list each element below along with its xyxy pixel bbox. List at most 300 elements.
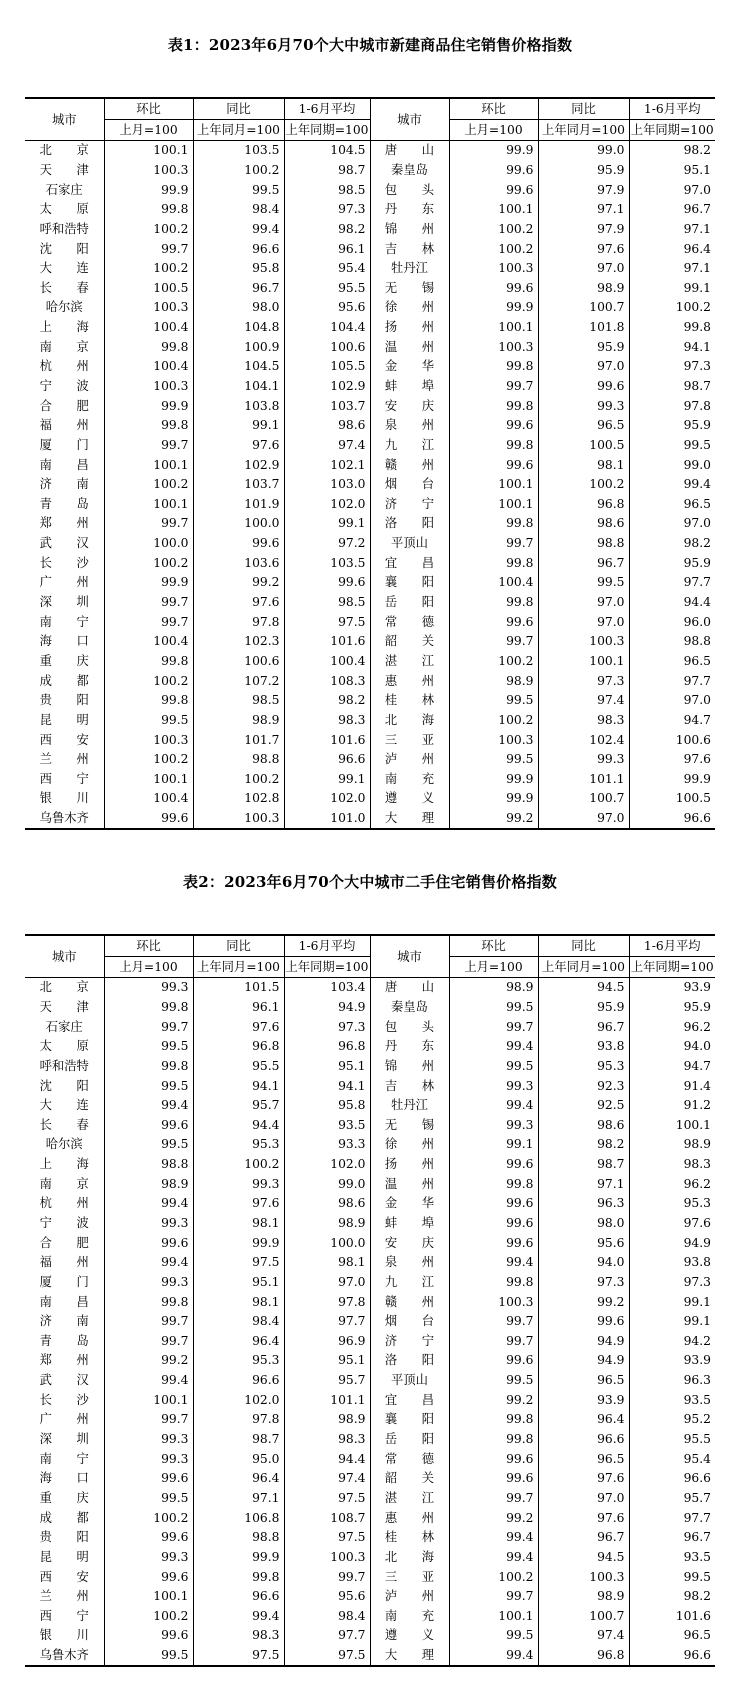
city-name-cell: 扬 州 [370,1155,449,1175]
avg-value-cell: 100.4 [284,652,370,672]
city-name-cell: 呼和浩特 [39,1058,89,1073]
mom-value-cell: 99.7 [449,534,538,554]
mom-value-cell: 100.2 [104,475,193,495]
yoy-value-cell: 93.8 [538,1037,629,1057]
city-name-cell: 九 江 [370,436,449,456]
mom-value-cell: 99.2 [449,1508,538,1528]
city-name-cell: 烟 台 [370,475,449,495]
mom-value-cell: 99.4 [104,1194,193,1214]
yoy-value-cell: 100.2 [193,161,284,181]
avg-value-cell: 97.5 [284,1528,370,1548]
avg-value-cell: 94.0 [629,1037,715,1057]
yoy-value-cell: 97.1 [193,1489,284,1509]
avg-value-cell: 93.3 [284,1135,370,1155]
avg-value-cell: 97.6 [629,750,715,770]
city-name-cell: 长 沙 [39,1392,89,1407]
avg-value-cell: 95.7 [284,1371,370,1391]
yoy-value-cell: 95.3 [538,1057,629,1077]
yoy-value-cell: 98.0 [538,1214,629,1234]
city-name-cell: 吉 林 [370,1076,449,1096]
city-name-cell: 沈 阳 [39,241,89,256]
avg-value-cell: 102.0 [284,1155,370,1175]
city-name-cell: 常 德 [370,1449,449,1469]
city-name-cell: 宁 波 [39,379,89,393]
table-row [25,1214,715,1234]
mom-value-cell: 100.3 [449,337,538,357]
yoy-value-cell: 97.0 [538,809,629,830]
yoy-value-cell: 98.3 [538,711,629,731]
avg-value-cell: 98.1 [284,1253,370,1273]
yoy-value-cell: 97.4 [538,1626,629,1646]
city-name-cell: 平顶山 [370,1371,449,1391]
mom-value-cell: 99.8 [449,593,538,613]
table-row [25,1037,715,1057]
avg-value-cell: 96.8 [284,1037,370,1057]
city-name-cell: 福 州 [39,418,89,433]
table-row [25,475,715,495]
city-name-cell: 泸 州 [370,750,449,770]
mom-value-cell: 99.8 [449,357,538,377]
avg-base-header: 上年同期=100 [629,957,715,978]
table-row [25,632,715,652]
yoy-value-cell: 98.6 [538,514,629,534]
avg-value-cell: 97.7 [284,1312,370,1332]
yoy-value-cell: 97.0 [538,357,629,377]
avg-value-cell: 96.4 [629,239,715,259]
avg-value-cell: 97.4 [284,1469,370,1489]
table-row [25,1607,715,1627]
avg-value-cell: 96.7 [629,200,715,220]
city-name-cell: 丹 东 [370,200,449,220]
city-name-cell: 宜 昌 [370,1390,449,1410]
avg-value-cell: 98.9 [284,1214,370,1234]
yoy-value-cell: 99.6 [193,534,284,554]
mom-value-cell: 100.0 [104,534,193,554]
yoy-value-cell: 93.9 [538,1390,629,1410]
city-name-cell: 长 春 [39,280,89,295]
city-name-cell: 包 头 [370,180,449,200]
yoy-column-header: 同比 [538,98,629,120]
table-row [25,1449,715,1469]
yoy-value-cell: 99.3 [193,1174,284,1194]
city-name-cell: 武 汉 [39,536,89,551]
avg-value-cell: 100.1 [629,1115,715,1135]
avg-value-cell: 95.5 [629,1430,715,1450]
mom-value-cell: 100.4 [449,573,538,593]
yoy-value-cell: 107.2 [193,671,284,691]
yoy-value-cell: 96.7 [538,553,629,573]
avg-value-cell: 98.4 [284,1607,370,1627]
city-name-cell: 牡丹江 [370,259,449,279]
mom-value-cell: 99.8 [449,1273,538,1293]
city-name-cell: 赣 州 [370,455,449,475]
city-name-cell: 南 京 [39,1176,89,1191]
mom-base-header: 上月=100 [449,957,538,978]
avg-value-cell: 101.6 [284,632,370,652]
city-name-cell: 徐 州 [370,1135,449,1155]
header-row [25,98,715,120]
city-name-cell: 厦 门 [39,1274,89,1289]
avg-value-cell: 96.6 [629,1469,715,1489]
yoy-value-cell: 97.1 [538,1174,629,1194]
city-name-cell: 蚌 埠 [370,377,449,397]
mom-value-cell: 99.5 [449,1371,538,1391]
yoy-value-cell: 95.9 [538,998,629,1018]
avg-value-cell: 99.1 [284,514,370,534]
city-name-cell: 大 理 [370,809,449,830]
city-name-cell: 唐 山 [370,978,449,998]
avg-value-cell: 96.1 [284,239,370,259]
avg-value-cell: 95.1 [284,1351,370,1371]
yoy-value-cell: 98.7 [193,1430,284,1450]
avg-value-cell: 94.1 [284,1076,370,1096]
yoy-value-cell: 100.2 [193,1155,284,1175]
avg-value-cell: 103.4 [284,978,370,998]
city-name-cell: 西 安 [39,1569,89,1584]
yoy-value-cell: 97.6 [193,593,284,613]
mom-value-cell: 99.7 [104,612,193,632]
mom-column-header: 环比 [104,935,193,957]
city-name-cell: 惠 州 [370,671,449,691]
table-row [25,318,715,338]
mom-value-cell: 99.6 [104,1469,193,1489]
yoy-value-cell: 96.4 [193,1332,284,1352]
table-row [25,1567,715,1587]
table-row [25,1194,715,1214]
city-name-cell: 泸 州 [370,1587,449,1607]
yoy-value-cell: 98.5 [193,691,284,711]
city-name-cell: 大 理 [370,1646,449,1667]
avg-value-cell: 99.1 [284,770,370,790]
table-row [25,1587,715,1607]
mom-value-cell: 99.8 [449,1174,538,1194]
mom-value-cell: 99.1 [449,1135,538,1155]
table-row [25,495,715,515]
avg-value-cell: 94.7 [629,711,715,731]
table-row [25,1017,715,1037]
avg-value-cell: 94.4 [284,1449,370,1469]
mom-value-cell: 100.1 [104,495,193,515]
yoy-value-cell: 94.5 [538,978,629,998]
city-name-cell: 天 津 [39,162,89,177]
avg-value-cell: 98.5 [284,180,370,200]
mom-value-cell: 99.5 [449,1626,538,1646]
mom-value-cell: 99.8 [104,416,193,436]
mom-value-cell: 100.1 [449,475,538,495]
yoy-value-cell: 96.5 [538,1371,629,1391]
mom-value-cell: 99.7 [449,1332,538,1352]
city-name-cell: 南 充 [370,1607,449,1627]
city-name-cell: 昆 明 [39,1549,89,1564]
table-row [25,750,715,770]
mom-base-header: 上月=100 [104,120,193,141]
yoy-value-cell: 103.5 [193,141,284,161]
city-name-cell: 上 海 [39,1157,89,1172]
avg-value-cell: 96.5 [629,652,715,672]
avg-value-cell: 99.1 [629,278,715,298]
mom-value-cell: 99.3 [104,978,193,998]
yoy-value-cell: 95.9 [538,337,629,357]
city-name-cell: 安 庆 [370,396,449,416]
avg-value-cell: 94.4 [629,593,715,613]
table-row [25,711,715,731]
avg-value-cell: 96.6 [629,1646,715,1667]
mom-value-cell: 99.4 [449,1253,538,1273]
new-housing-price-index-table [25,97,715,830]
table-row [25,730,715,750]
avg-value-cell: 99.1 [629,1292,715,1312]
mom-value-cell: 99.3 [104,1273,193,1293]
avg-value-cell: 95.9 [629,998,715,1018]
yoy-value-cell: 100.2 [193,770,284,790]
avg-value-cell: 105.5 [284,357,370,377]
avg-value-cell: 96.5 [629,1626,715,1646]
avg-value-cell: 91.2 [629,1096,715,1116]
mom-value-cell: 100.5 [104,278,193,298]
avg-value-cell: 98.6 [284,1194,370,1214]
mom-value-cell: 99.5 [104,711,193,731]
mom-value-cell: 99.7 [104,1017,193,1037]
yoy-value-cell: 98.8 [193,1528,284,1548]
mom-value-cell: 99.8 [449,436,538,456]
yoy-value-cell: 97.8 [193,612,284,632]
city-name-cell: 银 川 [39,791,89,806]
mom-base-header: 上月=100 [449,120,538,141]
mom-value-cell: 100.2 [104,220,193,240]
table-row [25,337,715,357]
yoy-base-header: 上年同月=100 [193,957,284,978]
avg-value-cell: 101.6 [284,730,370,750]
city-name-cell: 秦皇岛 [370,161,449,181]
yoy-value-cell: 104.5 [193,357,284,377]
city-name-cell: 常 德 [370,612,449,632]
yoy-value-cell: 99.2 [193,573,284,593]
avg-value-cell: 98.9 [284,1410,370,1430]
yoy-value-cell: 97.5 [193,1253,284,1273]
mom-value-cell: 100.1 [449,495,538,515]
city-name-cell: 兰 州 [39,1589,89,1604]
avg-value-cell: 95.7 [629,1489,715,1509]
city-name-cell: 深 圳 [39,1432,89,1447]
table-row [25,809,715,830]
yoy-value-cell: 98.9 [193,711,284,731]
mom-value-cell: 99.6 [104,1567,193,1587]
avg-value-cell: 99.6 [284,573,370,593]
mom-value-cell: 100.1 [449,200,538,220]
city-name-cell: 合 肥 [39,1235,89,1250]
avg-base-header: 上年同期=100 [629,120,715,141]
city-name-cell: 济 宁 [370,495,449,515]
avg-value-cell: 99.0 [284,1174,370,1194]
city-name-cell: 贵 阳 [39,1530,89,1545]
yoy-value-cell: 97.1 [538,200,629,220]
city-name-cell: 海 口 [39,1471,89,1486]
table-row [25,1626,715,1646]
yoy-value-cell: 96.4 [193,1469,284,1489]
avg-value-cell: 97.0 [629,514,715,534]
table-row [25,1233,715,1253]
city-name-cell: 西 宁 [39,771,89,786]
mom-value-cell: 99.3 [104,1214,193,1234]
yoy-value-cell: 97.6 [538,1508,629,1528]
table-row [25,377,715,397]
avg-value-cell: 93.5 [284,1115,370,1135]
table-row [25,1076,715,1096]
table-row [25,1057,715,1077]
table-row [25,180,715,200]
yoy-value-cell: 99.9 [193,1548,284,1568]
avg-value-cell: 103.7 [284,396,370,416]
avg-value-cell: 95.6 [284,1587,370,1607]
table-row [25,789,715,809]
avg-value-cell: 98.8 [629,632,715,652]
avg-column-header: 1-6月平均 [629,98,715,120]
city-name-cell: 襄 阳 [370,1410,449,1430]
avg-value-cell: 101.0 [284,809,370,830]
mom-value-cell: 100.2 [104,1607,193,1627]
mom-value-cell: 100.1 [104,1390,193,1410]
city-column-header: 城市 [370,98,449,141]
avg-value-cell: 98.9 [629,1135,715,1155]
city-name-cell: 泉 州 [370,1253,449,1273]
mom-value-cell: 99.7 [449,1489,538,1509]
table-row [25,1390,715,1410]
mom-value-cell: 99.3 [104,1430,193,1450]
avg-value-cell: 102.0 [284,495,370,515]
mom-column-header: 环比 [104,98,193,120]
avg-column-header: 1-6月平均 [629,935,715,957]
yoy-value-cell: 102.9 [193,455,284,475]
avg-value-cell: 97.0 [629,180,715,200]
mom-value-cell: 99.7 [449,1312,538,1332]
mom-value-cell: 100.2 [104,553,193,573]
city-name-cell: 西 安 [39,732,89,747]
city-name-cell: 济 南 [39,477,89,492]
mom-value-cell: 99.7 [104,593,193,613]
city-name-cell: 南 昌 [39,457,89,472]
table-row [25,1548,715,1568]
avg-value-cell: 96.3 [629,1371,715,1391]
avg-value-cell: 96.9 [284,1332,370,1352]
mom-value-cell: 99.6 [449,1469,538,1489]
avg-value-cell: 98.7 [629,377,715,397]
mom-value-cell: 99.3 [104,1548,193,1568]
avg-value-cell: 98.2 [629,1587,715,1607]
avg-value-cell: 96.5 [629,495,715,515]
avg-value-cell: 97.0 [629,691,715,711]
mom-value-cell: 100.4 [104,789,193,809]
yoy-value-cell: 100.7 [538,1607,629,1627]
yoy-value-cell: 98.1 [193,1214,284,1234]
mom-value-cell: 100.3 [104,377,193,397]
mom-value-cell: 98.9 [104,1174,193,1194]
mom-value-cell: 99.6 [449,455,538,475]
city-name-cell: 宁 波 [39,1216,89,1230]
header-row [25,935,715,957]
city-name-cell: 武 汉 [39,1373,89,1388]
avg-value-cell: 97.1 [629,220,715,240]
table-header [25,98,715,141]
city-name-cell: 青 岛 [39,1333,89,1348]
avg-value-cell: 100.6 [284,337,370,357]
mom-value-cell: 99.7 [449,377,538,397]
yoy-value-cell: 98.6 [538,1115,629,1135]
mom-value-cell: 99.6 [449,1351,538,1371]
avg-value-cell: 97.3 [629,357,715,377]
yoy-value-cell: 100.3 [538,1567,629,1587]
yoy-value-cell: 100.5 [538,436,629,456]
table-row [25,998,715,1018]
yoy-value-cell: 101.7 [193,730,284,750]
table-row [25,161,715,181]
table-row [25,278,715,298]
mom-value-cell: 99.6 [104,809,193,830]
yoy-value-cell: 102.0 [193,1390,284,1410]
city-name-cell: 杭 州 [39,359,89,374]
avg-value-cell: 98.2 [629,534,715,554]
city-name-cell: 洛 阳 [370,514,449,534]
table-body [25,978,715,1667]
mom-value-cell: 98.8 [104,1155,193,1175]
yoy-value-cell: 97.4 [538,691,629,711]
yoy-value-cell: 92.5 [538,1096,629,1116]
city-name-cell: 岳 阳 [370,1430,449,1450]
yoy-value-cell: 94.4 [193,1115,284,1135]
mom-value-cell: 99.6 [449,1233,538,1253]
city-name-cell: 哈尔滨 [45,300,83,315]
city-name-cell: 桂 林 [370,1528,449,1548]
mom-value-cell: 99.8 [104,1292,193,1312]
avg-value-cell: 97.5 [284,1489,370,1509]
mom-value-cell: 100.3 [104,298,193,318]
avg-value-cell: 91.4 [629,1076,715,1096]
yoy-value-cell: 99.4 [193,220,284,240]
city-name-cell: 太 原 [39,202,89,217]
city-name-cell: 丹 东 [370,1037,449,1057]
yoy-value-cell: 102.4 [538,730,629,750]
avg-value-cell: 97.7 [629,1508,715,1528]
city-name-cell: 南 昌 [39,1294,89,1309]
yoy-value-cell: 100.2 [538,475,629,495]
city-name-cell: 惠 州 [370,1508,449,1528]
avg-value-cell: 95.1 [629,161,715,181]
yoy-value-cell: 96.8 [538,1646,629,1667]
mom-value-cell: 99.7 [104,436,193,456]
yoy-value-cell: 97.6 [538,239,629,259]
mom-value-cell: 99.6 [449,161,538,181]
yoy-value-cell: 100.9 [193,337,284,357]
yoy-value-cell: 97.5 [193,1646,284,1667]
table-row [25,1508,715,1528]
avg-value-cell: 96.7 [629,1528,715,1548]
table-row [25,239,715,259]
avg-value-cell: 98.2 [629,141,715,161]
mom-value-cell: 99.8 [104,691,193,711]
city-name-cell: 昆 明 [39,712,89,727]
city-name-cell: 郑 州 [39,1353,89,1368]
mom-value-cell: 99.8 [104,200,193,220]
mom-value-cell: 100.2 [104,259,193,279]
table-row [25,200,715,220]
mom-value-cell: 99.2 [449,1390,538,1410]
avg-value-cell: 108.3 [284,671,370,691]
avg-value-cell: 101.1 [284,1390,370,1410]
yoy-value-cell: 96.8 [193,1037,284,1057]
avg-value-cell: 97.2 [284,534,370,554]
city-name-cell: 成 都 [39,673,89,688]
yoy-value-cell: 99.2 [538,1292,629,1312]
city-name-cell: 杭 州 [39,1196,89,1211]
